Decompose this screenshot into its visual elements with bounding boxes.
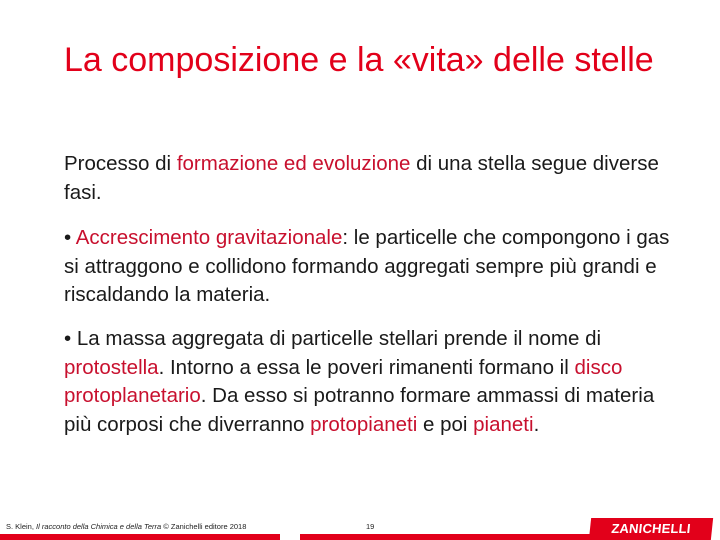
footer-divider-middle [300, 534, 600, 540]
accretion-text: : le particelle che compongono i gas si attraggono e collidono formando aggregati sempre più grandi e riscaldando la materia. [64, 226, 670, 306]
protostar-text-c: . Intorno a essa le poveri rimanenti formano il [158, 355, 575, 379]
accretion-term: Accrescimento gravitazionale [75, 226, 343, 249]
slide-title: La composizione e la «vita» delle stelle [64, 41, 654, 79]
intro-text-a: Processo di [64, 152, 177, 175]
protostar-text-a: • La massa aggregata di particelle stellari prende il nome di [64, 327, 602, 350]
footer-divider-left [0, 534, 280, 540]
page-number: 19 [366, 522, 375, 531]
footer-author: S. Klein, [6, 522, 37, 531]
protostar-term: protostella [64, 355, 159, 379]
protoplanets-term: protopianeti [310, 412, 418, 436]
intro-highlight: formazione ed evoluzione [176, 152, 411, 175]
protostar-text-i: . [533, 412, 540, 436]
bullet-accretion [64, 224, 674, 310]
disk-term: disco protoplanetario [64, 355, 623, 407]
intro-text-c: di una stella segue diverse fasi. [64, 152, 659, 204]
footer-book-title: Il racconto della Chimica e della Terra [36, 522, 162, 531]
planets-term: pianeti [473, 412, 534, 436]
zanichelli-logo: ZANICHELLI [589, 518, 713, 540]
protostar-text-e: . Da esso si potranno formare ammassi di materia più corposi che diverranno [64, 384, 655, 436]
footer-publisher: © Zanichelli editore 2018 [161, 522, 247, 531]
bullet-protostar [64, 325, 674, 439]
footer-credit [6, 522, 246, 531]
bullet-marker: • [64, 226, 76, 249]
protostar-text-g: e poi [417, 412, 474, 436]
intro-paragraph [64, 150, 674, 207]
